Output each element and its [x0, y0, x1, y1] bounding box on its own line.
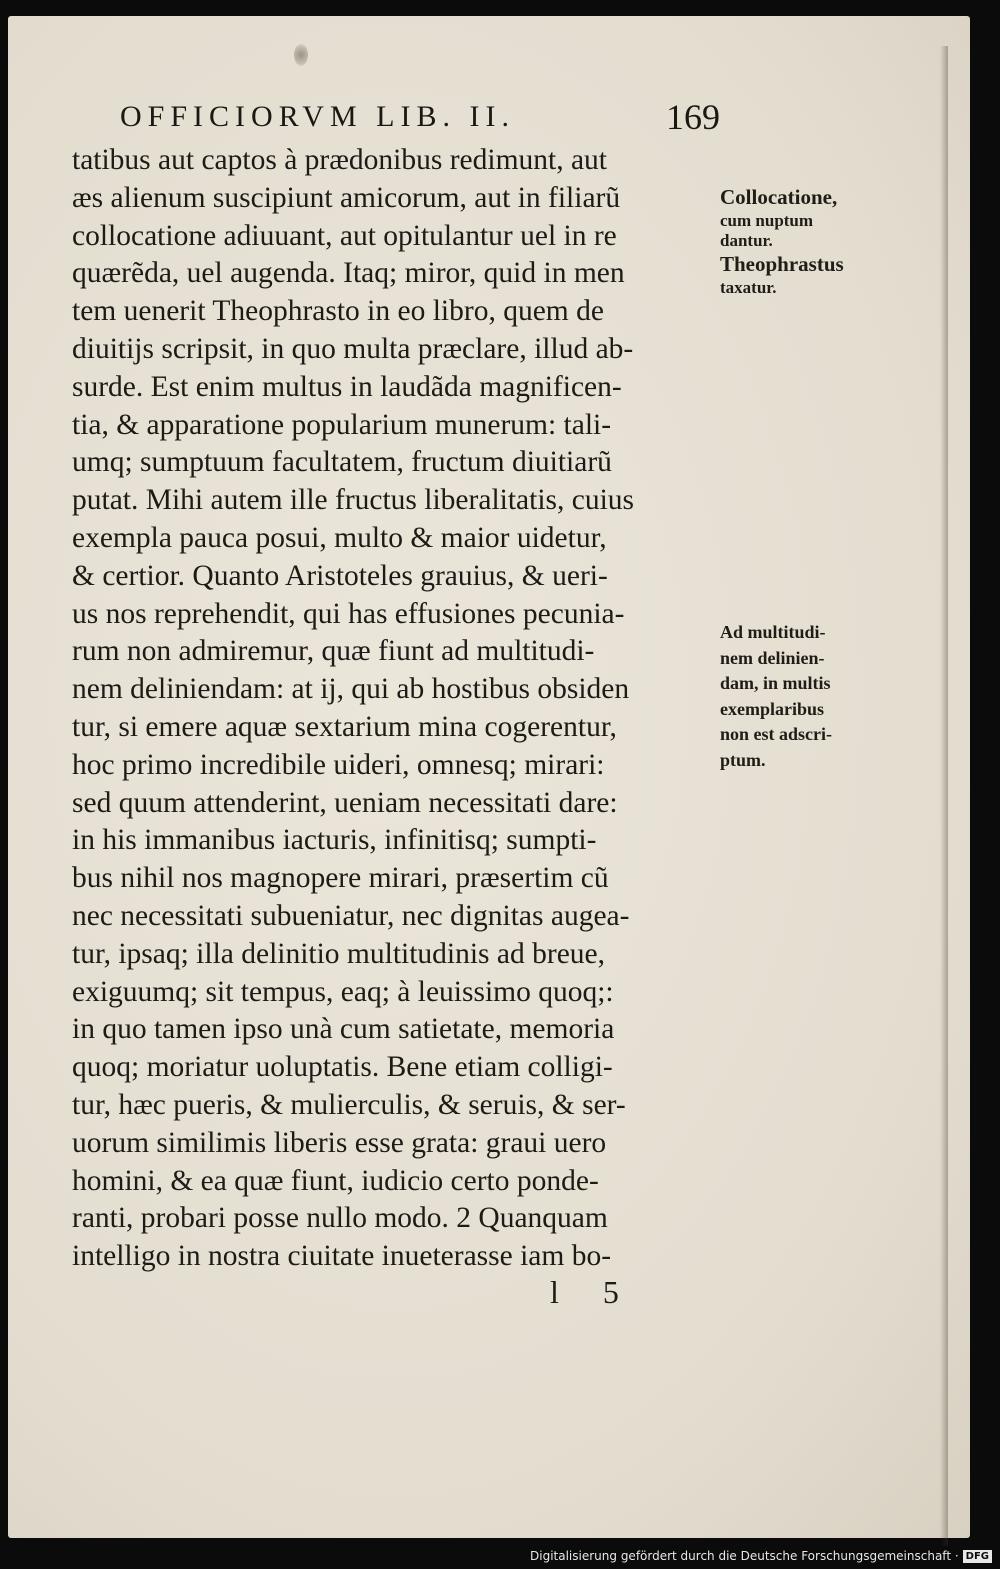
- text-line: nem deliniendam: at ij, qui ab hostibus obsiden: [72, 673, 630, 706]
- text-line: tia, & apparatione popularium munerum: tali-: [72, 408, 612, 441]
- text-line: surde. Est enim multus in laudãda magnificen-: [72, 370, 622, 403]
- text-line: hoc primo incredibile uideri, omnesq; mirari:: [72, 748, 605, 781]
- paper-stain: [294, 44, 308, 66]
- marginal-line: Theophrastus: [720, 252, 844, 276]
- text-line: umq; sumptuum facultatem, fructum diuitiarũ: [72, 446, 612, 479]
- marginal-line: Collocatione,: [720, 185, 838, 209]
- marginal-line: exemplaribus: [720, 698, 825, 719]
- text-line: exempla pauca posui, multo & maior uidetur,: [72, 521, 607, 554]
- marginal-line: dantur.: [720, 231, 773, 250]
- marginal-note-multitudinem: [720, 620, 895, 773]
- text-line: bus nihil nos magnopere mirari, præsertim cũ: [72, 862, 609, 895]
- text-line: tur, si emere aquæ sextarium mina cogerentur,: [72, 710, 617, 743]
- marginal-line: dam, in multis: [720, 673, 831, 693]
- text-line: collocatione adiuuant, aut opitulantur uel in re: [72, 219, 617, 252]
- text-line: tur, ipsaq; illa delinitio multitudinis ad breue,: [72, 937, 606, 970]
- text-line: intelligo in nostra ciuitate inueterasse iam bo-: [72, 1240, 612, 1273]
- marginal-line: taxatur.: [720, 278, 777, 297]
- text-line: putat. Mihi autem ille fructus liberalitatis, cuius: [72, 484, 635, 517]
- text-line: tur, hæc pueris, & mulierculis, & seruis, & ser-: [72, 1088, 626, 1121]
- marginal-line: Ad multitudi-: [720, 622, 826, 642]
- text-line: in quo tamen ipso unà cum satietate, memoria: [72, 1013, 615, 1046]
- digitization-credit: [530, 1549, 992, 1563]
- marginal-line: non est adscri-: [720, 724, 832, 744]
- text-line: æs alienum suscipiunt amicorum, aut in filiarũ: [72, 181, 621, 214]
- dfg-logo: DFG: [963, 1550, 992, 1563]
- page-edge-shadow: [940, 46, 948, 1546]
- credit-text: Digitalisierung gefördert durch die Deutsche Forschungsgemeinschaft ·: [530, 1549, 959, 1563]
- text-line: ranti, probari posse nullo modo. 2 Quanquam: [72, 1202, 608, 1235]
- marginal-note-collocatione: [720, 184, 895, 298]
- signature-mark: l 5: [550, 1274, 637, 1310]
- marginal-line: ptum.: [720, 749, 766, 770]
- text-line: quærẽda, uel augenda. Itaq; miror, quid in men: [72, 257, 625, 290]
- marginal-line: nem delinien-: [720, 647, 825, 668]
- text-line: homini, & ea quæ fiunt, iudicio certo ponde-: [72, 1164, 599, 1197]
- text-line: nec necessitati subueniatur, nec dignitas augea-: [72, 899, 630, 932]
- text-line: & certior. Quanto Aristoteles grauius, & ueri-: [72, 559, 608, 592]
- text-line: exiguumq; sit tempus, eaq; à leuissimo quoq;:: [72, 975, 614, 1008]
- page-header: [120, 97, 720, 140]
- marginal-line: cum nuptum: [720, 211, 814, 230]
- running-title: OFFICIORVM LIB. II.: [120, 100, 515, 133]
- text-line: tatibus aut captos à prædonibus redimunt, aut: [72, 144, 608, 176]
- text-line: tem uenerit Theophrasto in eo libro, quem de: [72, 295, 604, 328]
- body-text: [72, 142, 712, 1276]
- text-line: quoq; moriatur uoluptatis. Bene etiam colligi-: [72, 1051, 613, 1084]
- book-page: [8, 16, 970, 1538]
- text-line: rum non admiremur, quæ fiunt ad multitudi-: [72, 635, 595, 668]
- text-line: uorum similimis liberis esse grata: graui uero: [72, 1126, 607, 1159]
- text-line: us nos reprehendit, qui has effusiones pecunia-: [72, 597, 625, 630]
- text-line: in his immanibus iacturis, infinitisq; sumpti-: [72, 824, 597, 857]
- text-line: diuitijs scripsit, in quo multa præclare, illud ab-: [72, 332, 634, 365]
- page-number: 169: [666, 97, 720, 137]
- text-line: sed quum attenderint, ueniam necessitati dare:: [72, 786, 618, 819]
